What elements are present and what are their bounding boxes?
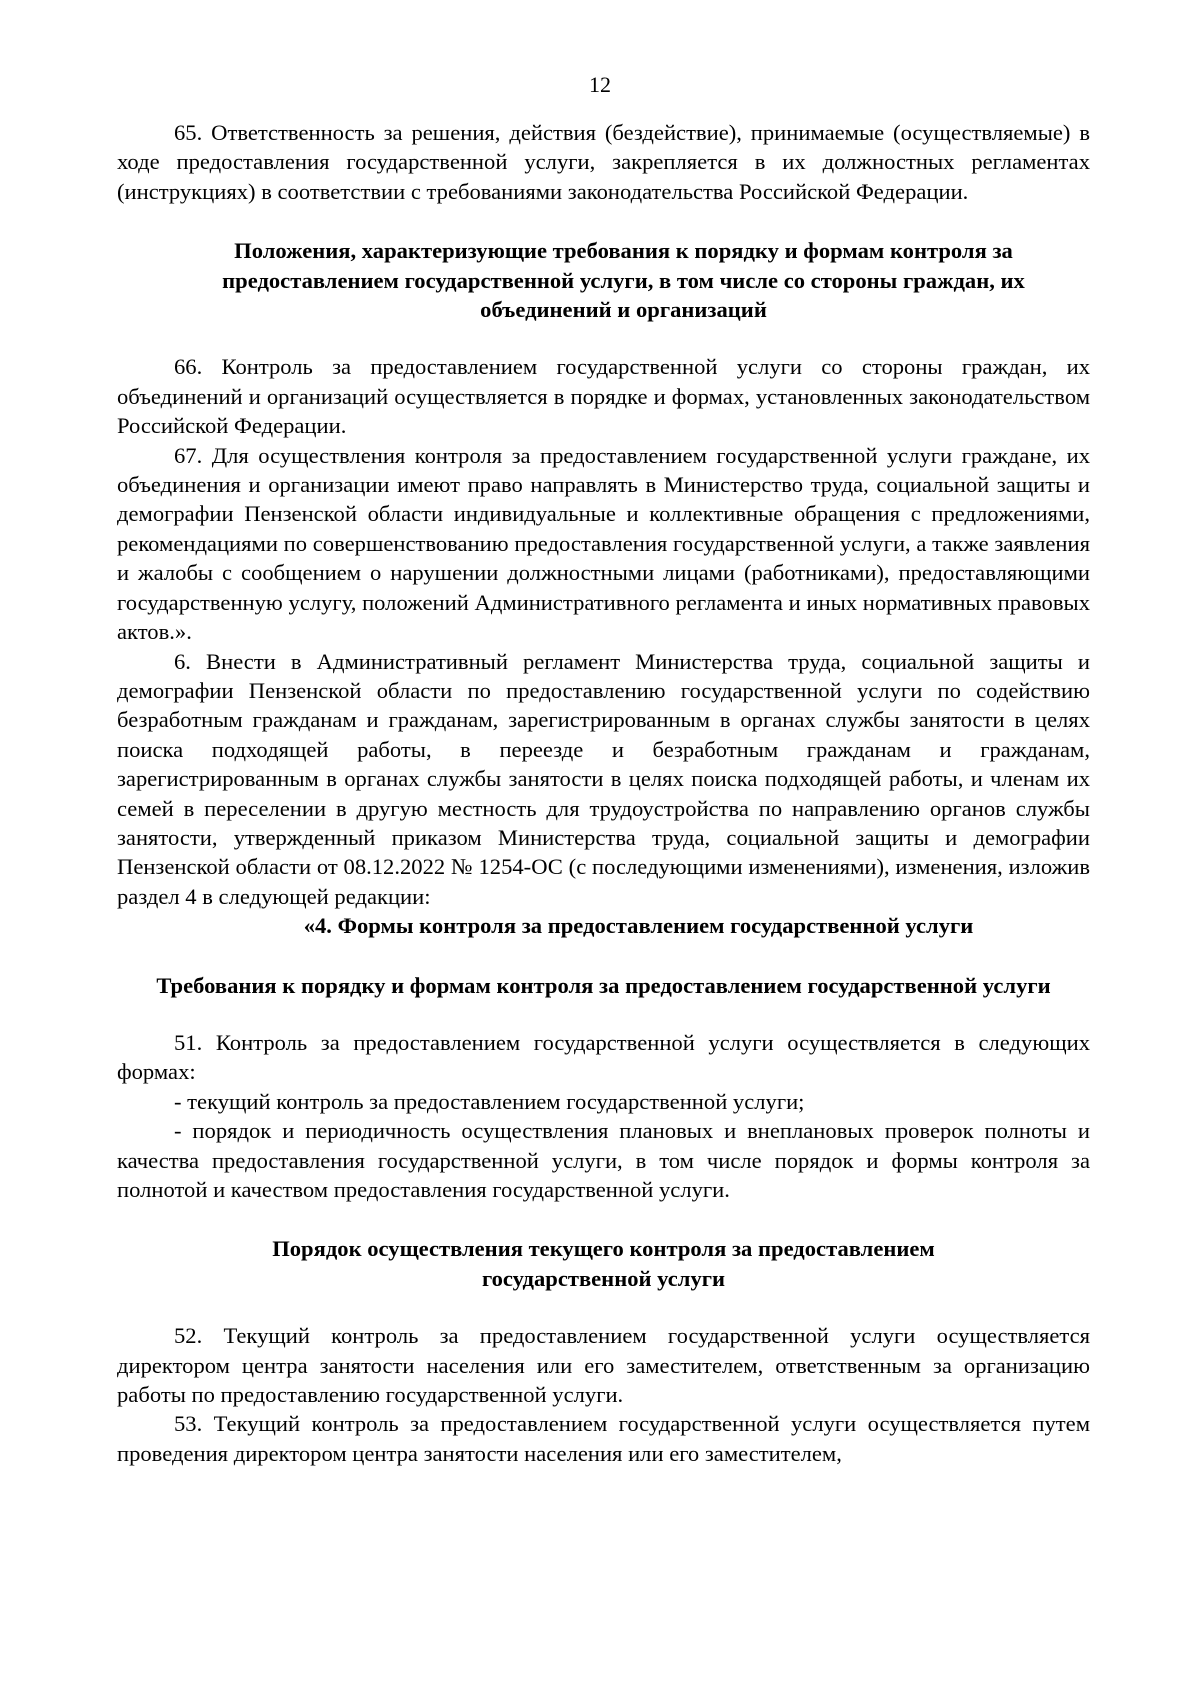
document-body: [117, 118, 1090, 1468]
paragraph-67: 67. Для осуществления контроля за предоставлением государственной услуги граждане, их объединения и организации имеют право направлять в Министерство труда, социальной защиты и демографии Пензенской области индивидуальные и коллективные обращения с предложениями, рекомендациями по совершенствованию предоставления государственной услуги, а также заявления и жалобы с сообщением о нарушении должностными лицами (работниками), предоставляющими государственную услугу, положений Административного регламента и иных нормативных правовых актов.».: [117, 442, 1090, 645]
list-item-periodic-checks: - порядок и периодичность осуществления плановых и внеплановых проверок полноты и качества предоставления государственной услуги, в том числе порядок и формы контроля за полнотой и качеством предоставления государственной услуги.: [117, 1118, 1090, 1202]
paragraph-6: 6. Внести в Административный регламент Министерства труда, социальной защиты и демографии Пензенской области по предоставлению государственной услуги по содействию безработным гражданам и гражданам, зарегистрированным в органах службы занятости в целях поиска подходящей работы, в переезде и безработным гражданам и гражданам, зарегистрированным в органах службы занятости в целях поиска подходящей работы, и членам их семей в переселении в другую местность для трудоустройства по направлению органов службы занятости, утвержденный приказом Министерства труда, социальной защиты и демографии Пензенской области от 08.12.2022 № 1254-ОС (с последующими изменениями), изменения, изложив раздел 4 в следующей редакции:: [117, 648, 1090, 909]
paragraph-65: 65. Ответственность за решения, действия (бездействие), принимаемые (осуществляемые) в ходе предоставления государственной услуги, закрепляется в их должностных регламентах (инструкциях) в соответствии с требованиями законодательства Российской Федерации.: [117, 120, 1090, 204]
paragraph-53: 53. Текущий контроль за предоставлением государственной услуги осуществляется путем проведения директором центра занятости населения или его заместителем,: [117, 1411, 1090, 1466]
heading-section-4: «4. Формы контроля за предоставлением государственной услуги: [303, 913, 974, 939]
page-number: 12: [589, 72, 611, 97]
list-item-current-control: - текущий контроль за предоставлением государственной услуги;: [174, 1088, 805, 1114]
paragraph-66: 66. Контроль за предоставлением государственной услуги со стороны граждан, их объединений и организаций осуществляется в порядке и формах, установленных законодательством Российской Федерации.: [117, 354, 1090, 439]
heading-current-control: Порядок осуществления текущего контроля за предоставлением государственной услуги: [272, 1236, 935, 1291]
paragraph-51: 51. Контроль за предоставлением государственной услуги осуществляется в следующих формах:: [117, 1029, 1090, 1085]
paragraph-52: 52. Текущий контроль за предоставлением государственной услуги осуществляется директором центра занятости населения или его заместителем, ответственным за организацию работы по предоставлению государственной услуги.: [117, 1323, 1090, 1408]
heading-requirements: Требования к порядку и формам контроля за предоставлением государственной услуги: [156, 972, 1051, 998]
heading-provisions: Положения, характеризующие требования к порядку и формам контроля за предоставлением государственной услуги, в том числе со стороны граждан, их объединений и организаций: [222, 238, 1025, 323]
